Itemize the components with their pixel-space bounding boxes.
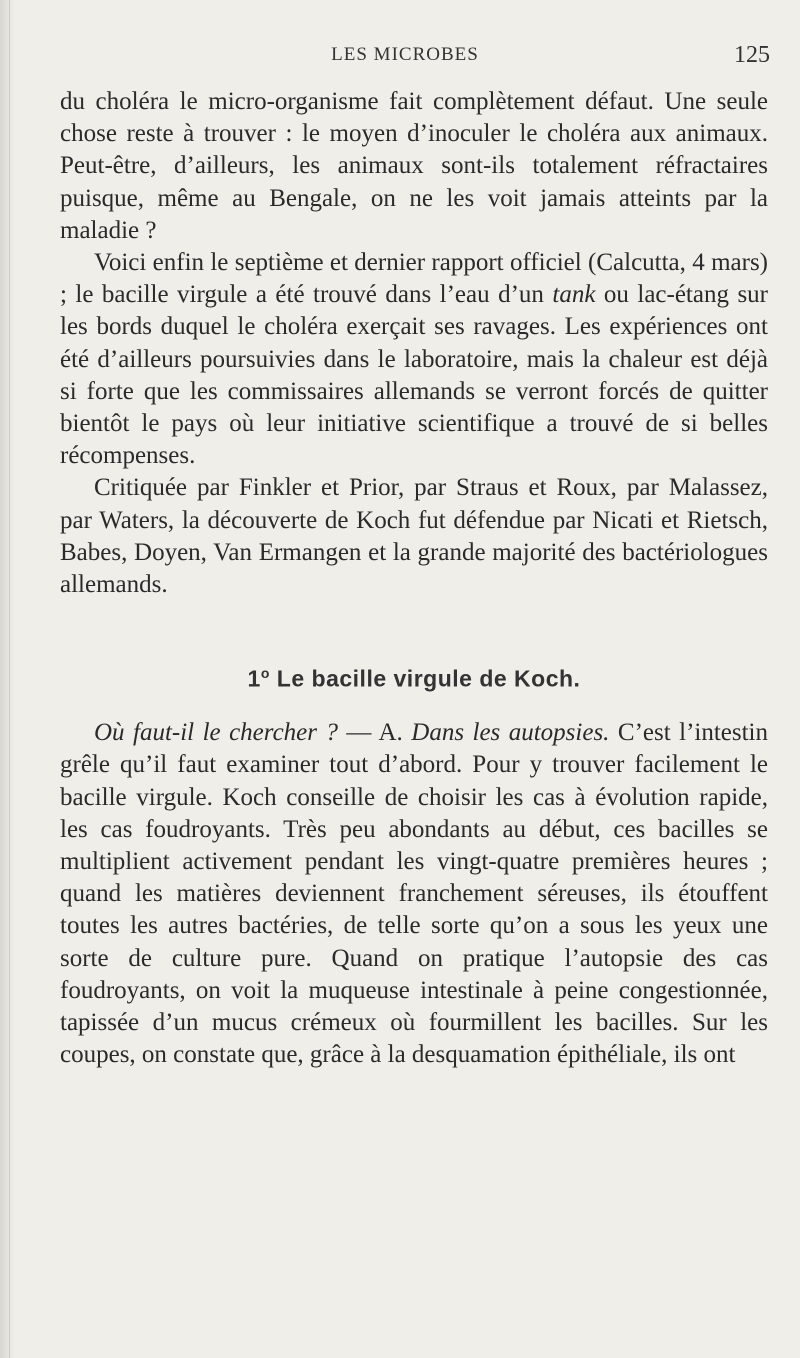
paragraph-critique: Critiquée par Finkler et Prior, par Straus et Roux, par Malassez, par Waters, la découverte de Koch fut défendue par Nicati et Rietsch, Babes, Doyen, Van Ermangen et la grande majorité des bactériologues allemands. (60, 474, 768, 599)
italic-term: tank (552, 281, 596, 309)
running-head: LES MICROBES (331, 44, 479, 65)
paragraph-continuation: du choléra le micro-organisme fait complètement défaut. Une seule chose reste à trouver : le moyen d’inoculer le choléra aux animaux. Peut-être, d’ailleurs, les animaux sont-ils totalement réfractaires puisque, même au Bengale, on ne les voit jamais atteints par la maladie ? (60, 88, 768, 244)
question-text: Où faut-il le chercher ? (94, 719, 338, 747)
answer-label: — A. (337, 719, 412, 747)
section-number-suffix: o (260, 665, 270, 682)
answer-italic: Dans les autopsies. (411, 719, 610, 747)
page-number: 125 (734, 42, 770, 68)
section-title: Le bacille virgule de Koch. (269, 665, 581, 692)
page-binding-edge (0, 0, 14, 1358)
paragraph-where-to-search (60, 717, 768, 1071)
page-body (60, 86, 768, 1071)
page-header (40, 44, 770, 74)
paragraph-text: Voici enfin le septième et dernier rapport officiel (Calcutta, 4 mars) ; le bacille virgule a été trouvé dans l’eau d’un (60, 249, 768, 309)
section-number: 1 (247, 665, 261, 692)
paragraph-text: ou lac-étang sur les bords duquel le choléra exerçait ses ravages. Les expériences ont été d’ailleurs poursuivies dans le laboratoire, mais la chaleur est déjà si forte que les commissaires allemands se verront forcés de quitter bientôt le pays où leur initiative scientifique a trouvé de si belles récompenses. (60, 281, 768, 470)
section-heading (60, 657, 768, 695)
paragraph-official-report (60, 247, 768, 472)
paragraph-text: C’est l’intestin grêle qu’il faut examiner tout d’abord. Pour y trouver facilement le bacille virgule. Koch conseille de choisir les cas à évolution rapide, les cas foudroyants. Très peu abondants au début, ces bacilles se multiplient activement pendant les vingt-quatre premières heures ; quand les matières deviennent franchement séreuses, ils étouffent toutes les autres bactéries, de telle sorte qu’on a sous les yeux une sorte de culture pure. Quand on pratique l’autopsie des cas foudroyants, on voit la muqueuse intestinale à peine congestionnée, tapissée d’un mucus crémeux où fourmillent les bacilles. Sur les coupes, on constate que, grâce à la desquamation épithéliale, ils ont (60, 719, 769, 1069)
